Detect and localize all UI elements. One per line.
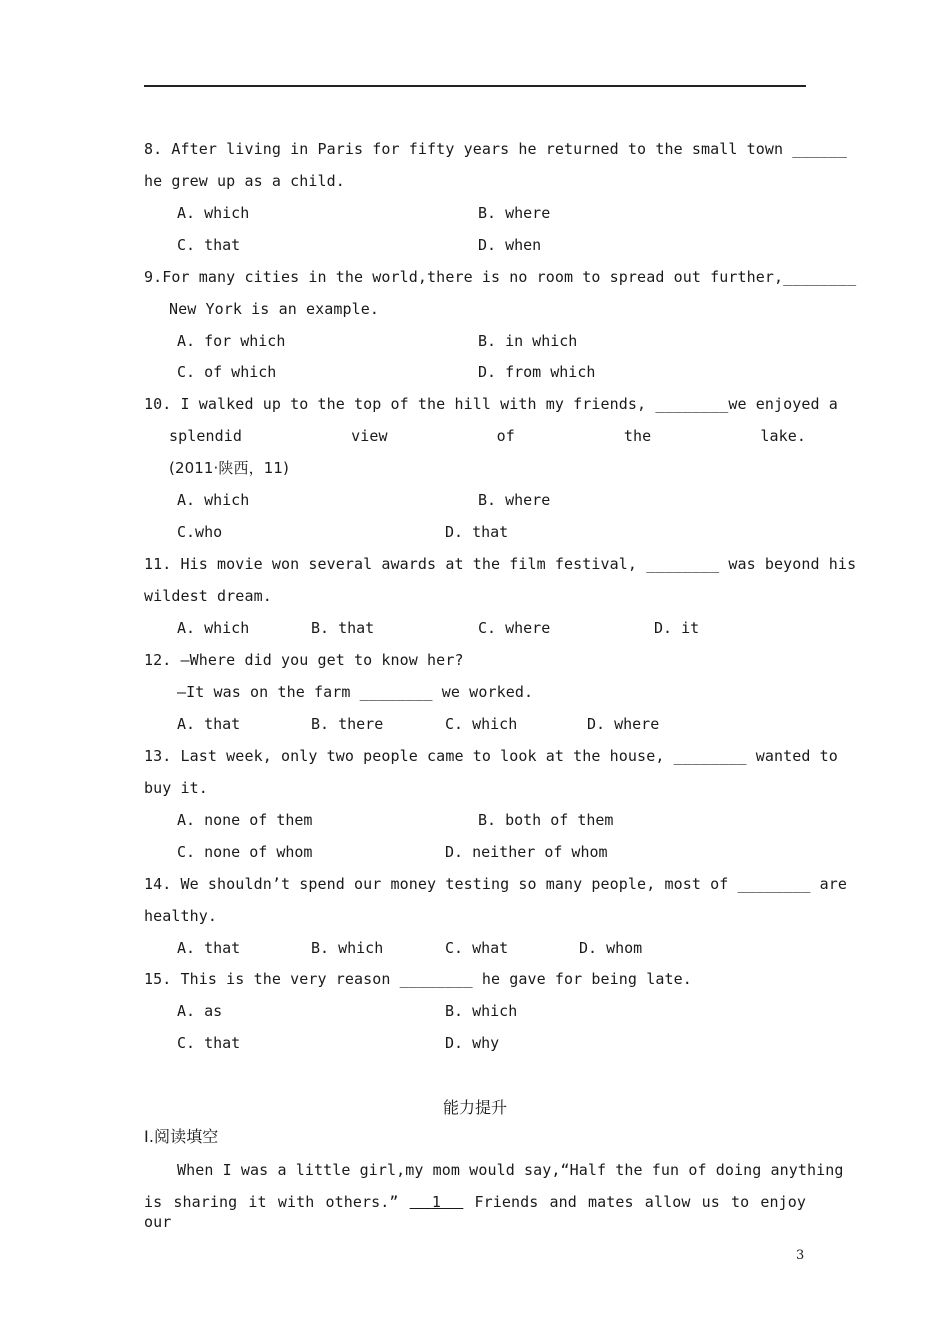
- q9-stem-line1: 9.For many cities in the world,there is no room to spread out further,________: [144, 268, 857, 286]
- q15-option-a: A. as: [177, 1002, 223, 1020]
- q11-option-a: A. which: [177, 619, 250, 637]
- q11-option-b: B. that: [311, 619, 375, 637]
- q12-stem-line2: —It was on the farm ________ we worked.: [177, 683, 534, 701]
- q12-option-a: A. that: [177, 715, 241, 733]
- q13-option-d: D. neither of whom: [445, 843, 608, 861]
- q12-stem-line1: 12. —Where did you get to know her?: [144, 651, 464, 669]
- q12-option-d: D. where: [587, 715, 660, 733]
- q12-option-b: B. there: [311, 715, 384, 733]
- q10-option-d: D. that: [445, 523, 509, 541]
- q15-option-b: B. which: [445, 1002, 518, 1020]
- passage-blank-number: 1: [431, 1193, 442, 1211]
- q9-option-d: D. from which: [478, 363, 596, 381]
- q10-option-c: C.who: [177, 523, 223, 541]
- q8-option-d: D. when: [478, 236, 542, 254]
- q9-option-b: B. in which: [478, 332, 578, 350]
- q9-option-c: C. of which: [177, 363, 277, 381]
- passage-line2-end: Friends and mates allow us to enjoy our: [144, 1193, 807, 1231]
- q15-option-d: D. why: [445, 1034, 500, 1052]
- q11-stem-line1: 11. His movie won several awards at the film festival, ________ was beyond his: [144, 555, 857, 573]
- passage-line1: When I was a little girl,my mom would say,“Half the fun of doing anything: [177, 1161, 844, 1179]
- section-title: 能力提升: [442, 1098, 507, 1117]
- q14-option-a: A. that: [177, 939, 241, 957]
- header-rule: [144, 85, 806, 87]
- q11-option-c: C. where: [478, 619, 551, 637]
- q10-stem-line1: 10. I walked up to the top of the hill with my friends, ________we enjoyed a: [144, 395, 838, 413]
- passage-line2-start: is sharing it with others.”: [144, 1193, 399, 1211]
- q8-option-b: B. where: [478, 204, 551, 222]
- q14-option-c: C. what: [445, 939, 509, 957]
- q14-stem-line1: 14. We shouldn’t spend our money testing so many people, most of ________ are: [144, 875, 848, 893]
- page-number: 3: [796, 1248, 805, 1263]
- q10-option-a: A. which: [177, 491, 250, 509]
- q13-stem-line1: 13. Last week, only two people came to look at the house, ________ wanted to: [144, 747, 838, 765]
- q15-stem-line1: 15. This is the very reason ________ he gave for being late.: [144, 970, 692, 988]
- q14-option-b: B. which: [311, 939, 384, 957]
- q15-option-c: C. that: [177, 1034, 241, 1052]
- q13-option-c: C. none of whom: [177, 843, 313, 861]
- q12-option-c: C. which: [445, 715, 518, 733]
- q11-stem-line2: wildest dream.: [144, 587, 272, 605]
- q9-stem-line2: New York is an example.: [169, 300, 380, 318]
- q13-option-b: B. both of them: [478, 811, 614, 829]
- q8-stem-line2: he grew up as a child.: [144, 172, 345, 190]
- q8-stem-line1: 8. After living in Paris for fifty years he returned to the small town ______: [144, 140, 848, 158]
- passage-line2: [144, 1192, 806, 1232]
- q10-stem-line2: splendid view of the lake.: [169, 427, 806, 445]
- subsection-title: Ⅰ.阅读填空: [144, 1127, 219, 1146]
- q11-option-d: D. it: [654, 619, 700, 637]
- q10-option-b: B. where: [478, 491, 551, 509]
- passage-blank-1: [410, 1193, 464, 1211]
- q14-stem-line2: healthy.: [144, 907, 218, 925]
- q14-option-d: D. whom: [579, 939, 643, 957]
- q13-stem-line2: buy it.: [144, 779, 208, 797]
- q8-option-a: A. which: [177, 204, 250, 222]
- q10-source: (2011·陕西，11): [169, 459, 289, 477]
- q13-option-a: A. none of them: [177, 811, 313, 829]
- q8-option-c: C. that: [177, 236, 241, 254]
- q9-option-a: A. for which: [177, 332, 286, 350]
